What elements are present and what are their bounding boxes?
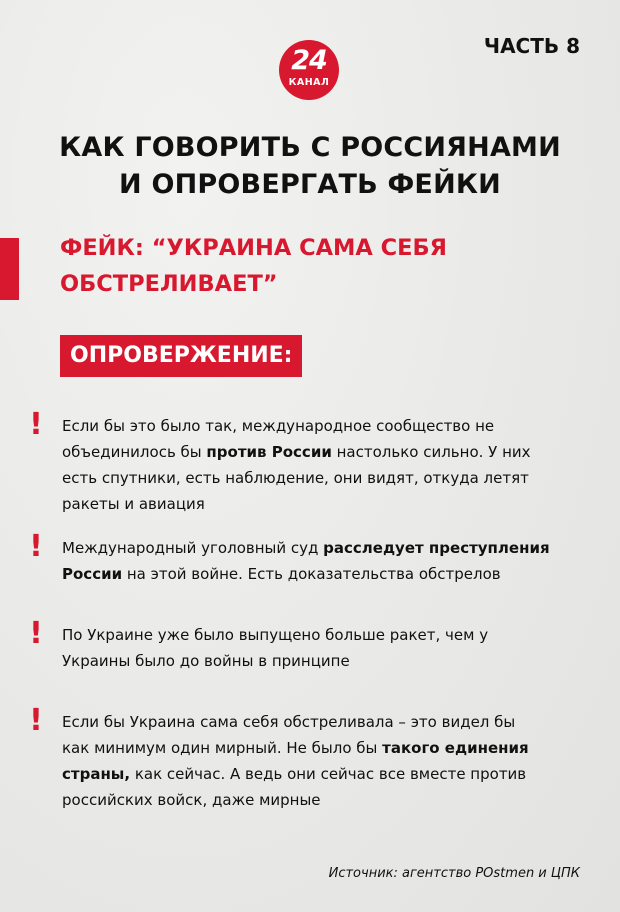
logo-number: 24 [291, 45, 327, 76]
point-line: объединилось бы против России настолько сильно. У них [62, 443, 531, 461]
fake-line-1: ФЕЙК: “УКРАИНА САМА СЕБЯ [60, 235, 447, 261]
fake-line-2: ОБСТРЕЛИВАЕТ” [60, 271, 278, 297]
title-line-1: КАК ГОВОРИТЬ С РОССИЯНАМИ [59, 132, 561, 163]
point-text [62, 709, 597, 813]
title-line-2: И ОПРОВЕРГАТЬ ФЕЙКИ [119, 169, 501, 200]
point-text [62, 535, 597, 587]
point-line: как минимум один мирный. Не было бы такого единения [62, 739, 529, 757]
source-caption: Источник: агентство POstmen и ЦПК [328, 866, 580, 881]
exclamation-icon: ! [29, 529, 43, 564]
page-title [0, 129, 620, 203]
point-line: По Украине уже было выпущено больше ракет, чем у [62, 626, 489, 644]
point-line: Если бы это было так, международное сообщество не [62, 417, 495, 435]
exclamation-icon: ! [29, 407, 43, 442]
point-text [62, 622, 597, 674]
exclamation-icon: ! [29, 616, 43, 651]
fake-claim [60, 230, 600, 302]
point-line: есть спутники, есть наблюдение, они видят, откуда летят [62, 469, 529, 487]
exclamation-icon: ! [29, 703, 43, 738]
rebuttal-label: ОПРОВЕРЖЕНИЕ: [60, 335, 302, 377]
point-line: страны, как сейчас. А ведь они сейчас все вместе против [62, 765, 527, 783]
point-text [62, 413, 597, 517]
point-line: России на этой войне. Есть доказательства обстрелов [62, 565, 501, 583]
point-line: российских войск, даже мирные [62, 791, 321, 809]
point-line: ракеты и авиация [62, 495, 205, 513]
point-line: Если бы Украина сама себя обстреливала – это видел бы [62, 713, 516, 731]
logo-text: КАНАЛ [288, 77, 330, 88]
part-label: ЧАСТЬ 8 [483, 34, 580, 58]
point-line: Международный уголовный суд расследует преступления [62, 539, 550, 557]
point-line: Украины было до войны в принципе [62, 652, 350, 670]
channel-24-logo [279, 40, 339, 100]
accent-bar [0, 238, 19, 300]
